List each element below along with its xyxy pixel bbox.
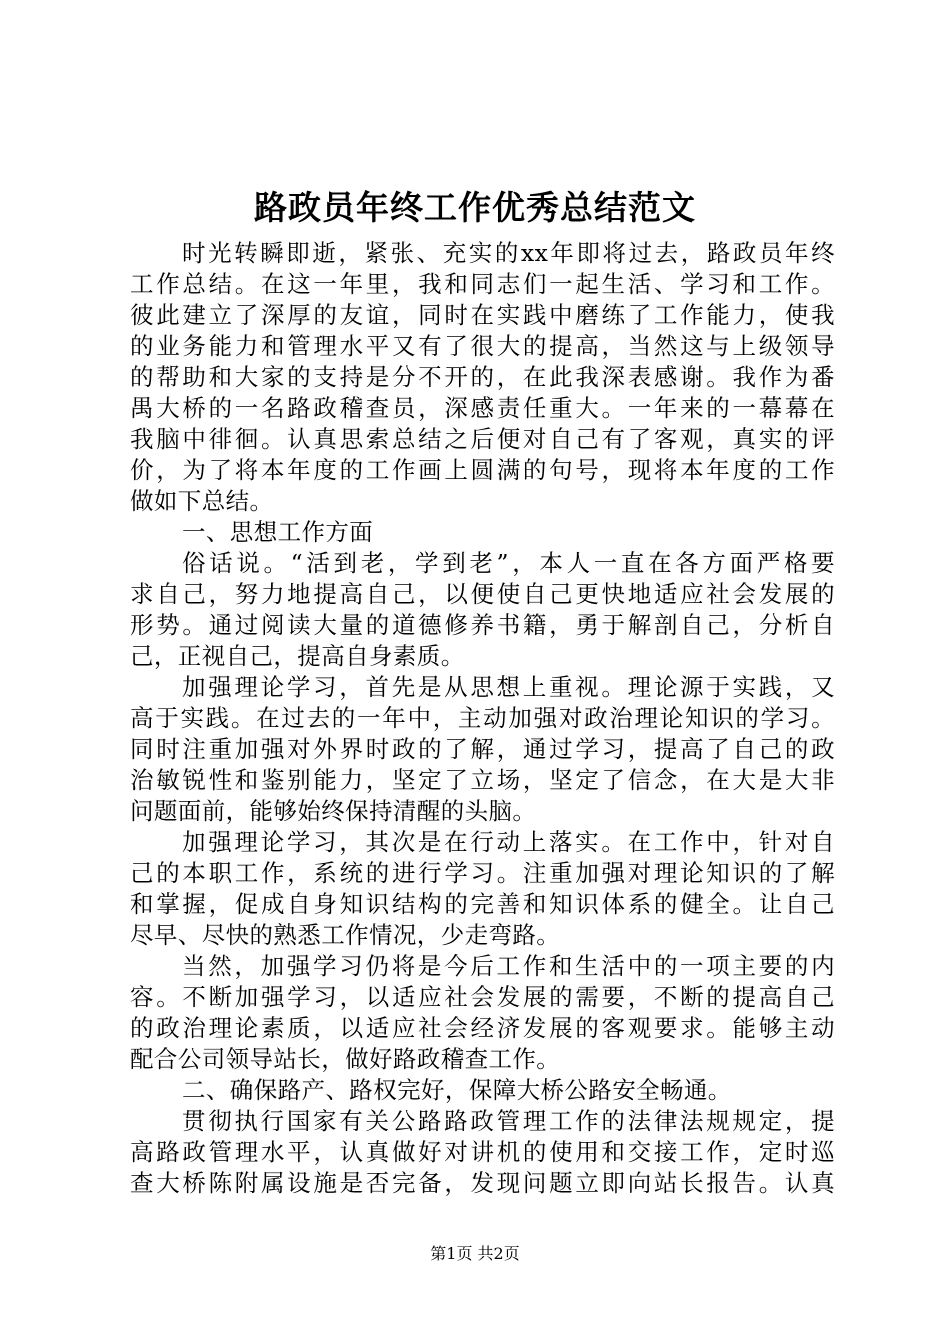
text-line: 加强理论学习，其次是在行动上落实。在工作中，针对自 [182,828,835,856]
text-line: 己的本职工作，系统的进行学习。注重加强对理论知识的了解 [130,859,835,887]
text-line: 贯彻执行国家有关公路路政管理工作的法律法规规定，提 [182,1107,835,1135]
text-line: 一、思想工作方面 [182,518,374,546]
text-line: 查大桥陈附属设施是否完备，发现问题立即向站长报告。认真 [130,1169,835,1197]
text-line: 治敏锐性和鉴别能力，坚定了立场，坚定了信念，在大是大非 [130,766,835,794]
text-line: 时光转瞬即逝，紧张、充实的xx年即将过去，路政员年终 [182,239,835,267]
text-line: 的帮助和大家的支持是分不开的，在此我深表感谢。我作为番 [130,363,835,391]
text-line: 问题面前，能够始终保持清醒的头脑。 [130,797,537,825]
text-line: 求自己，努力地提高自己，以便使自己更快地适应社会发展的 [130,580,835,608]
text-line: 的业务能力和管理水平又有了很大的提高，当然这与上级领导 [130,332,835,360]
text-line: 尽早、尽快的熟悉工作情况，少走弯路。 [130,921,561,949]
text-line: 高路政管理水平，认真做好对讲机的使用和交接工作，定时巡 [130,1138,835,1166]
page-footer: 第1页 共2页 [430,1244,520,1263]
text-line: 俗话说。“活到老，学到老”，本人一直在各方面严格要 [182,549,835,577]
document-body [130,238,835,1199]
text-line: 禺大桥的一名路政稽查员，深感责任重大。一年来的一幕幕在 [130,394,835,422]
text-line: 形势。通过阅读大量的道德修养书籍，勇于解剖自己，分析自 [130,611,835,639]
text-line: 我脑中徘徊。认真思索总结之后便对自己有了客观，真实的评 [130,425,835,453]
text-line: 同时注重加强对外界时政的了解，通过学习，提高了自己的政 [130,735,835,763]
text-line: 容。不断加强学习，以适应社会发展的需要，不断的提高自己 [130,983,835,1011]
text-line: 彼此建立了深厚的友谊，同时在实践中磨练了工作能力，使我 [130,301,835,329]
document-title: 路政员年终工作优秀总结范文 [254,188,696,227]
text-line: 配合公司领导站长，做好路政稽查工作。 [130,1045,561,1073]
text-line: 加强理论学习，首先是从思想上重视。理论源于实践，又 [182,673,835,701]
text-line: 当然，加强学习仍将是今后工作和生活中的一项主要的内 [182,952,835,980]
text-line: 二、确保路产、路权完好，保障大桥公路安全畅通。 [182,1076,732,1104]
text-line: 己，正视自己，提高自身素质。 [130,642,465,670]
text-line: 和掌握，促成自身知识结构的完善和知识体系的健全。让自己 [130,890,835,918]
text-line: 价，为了将本年度的工作画上圆满的句号，现将本年度的工作 [130,456,835,484]
text-line: 高于实践。在过去的一年中，主动加强对政治理论知识的学习。 [130,704,835,732]
text-line: 做如下总结。 [130,487,274,515]
text-line: 的政治理论素质，以适应社会经济发展的客观要求。能够主动 [130,1014,835,1042]
text-line: 工作总结。在这一年里，我和同志们一起生活、学习和工作。 [130,270,835,298]
